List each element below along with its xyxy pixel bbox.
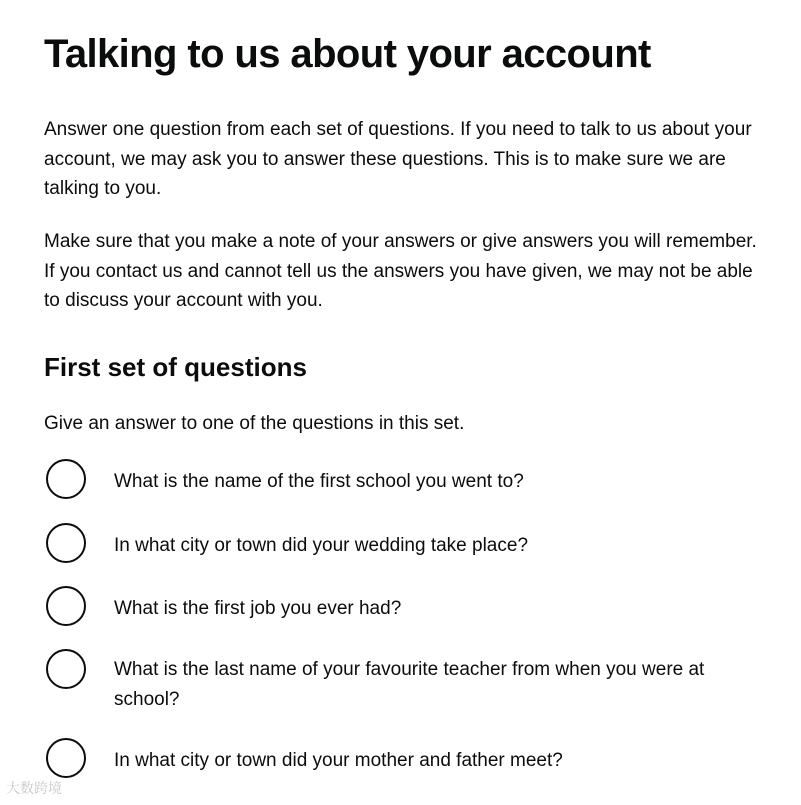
radio-option-parents-meet[interactable] — [46, 738, 766, 778]
first-set-hint: Give an answer to one of the questions in this set. — [44, 413, 465, 434]
radio-option-label[interactable]: In what city or town did your mother and father meet? — [114, 750, 563, 771]
radio-option-label[interactable]: What is the first job you ever had? — [114, 598, 402, 619]
radio-option-label[interactable]: In what city or town did your wedding take place? — [114, 535, 529, 556]
watermark-logo: 大数跨境 — [6, 781, 62, 797]
radio-option-label[interactable]: What is the name of the first school you went to? — [114, 471, 524, 492]
radio-option-first-school[interactable] — [46, 459, 766, 499]
radio-button[interactable] — [46, 523, 86, 563]
radio-option-favourite-teacher[interactable] — [46, 649, 766, 715]
radio-button[interactable] — [46, 459, 86, 499]
first-set-heading: First set of questions — [44, 352, 307, 382]
intro-paragraph-2: Make sure that you make a note of your answers or give answers you will remember. If you contact us and cannot tell us the answers you have given, we may not be able to discuss your account with you. — [44, 231, 757, 311]
radio-button[interactable] — [46, 649, 86, 689]
page-title: Talking to us about your account — [44, 32, 651, 76]
radio-option-first-job[interactable] — [46, 586, 766, 626]
radio-button[interactable] — [46, 586, 86, 626]
radio-button[interactable] — [46, 738, 86, 778]
radio-option-wedding-city[interactable] — [46, 523, 766, 563]
radio-option-label[interactable]: What is the last name of your favourite teacher from when you were at school? — [114, 659, 705, 710]
intro-paragraph-1: Answer one question from each set of questions. If you need to talk to us about your account, we may ask you to answer these questions. This is to make sure we are talking to you. — [44, 119, 752, 199]
